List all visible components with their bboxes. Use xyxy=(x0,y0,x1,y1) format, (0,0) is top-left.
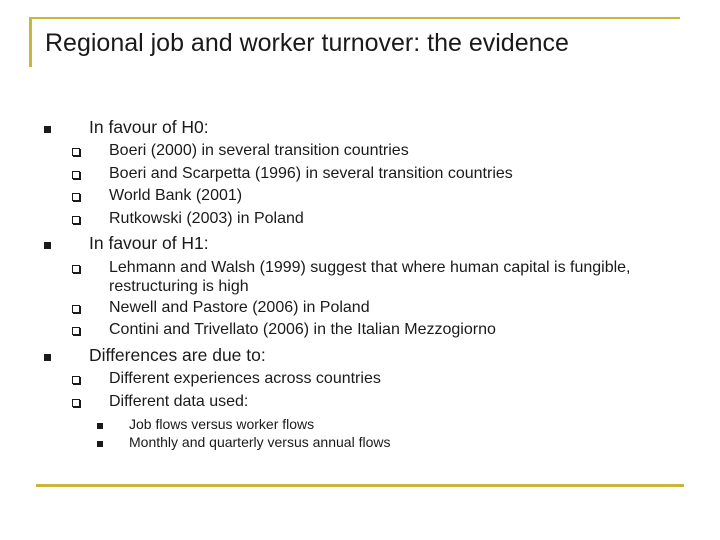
diff-subitem-1: Job flows versus worker flows xyxy=(129,416,315,432)
h1-heading: In favour of H1: xyxy=(89,233,209,253)
hollow-square-bullet-icon xyxy=(72,193,80,201)
diff-item-2: Different data used: xyxy=(109,393,249,410)
title-frame-left-rule xyxy=(29,17,32,67)
slide-title: Regional job and worker turnover: the evidence xyxy=(45,29,569,57)
hollow-square-bullet-icon xyxy=(72,148,80,156)
diff-heading: Differences are due to: xyxy=(89,345,266,365)
square-bullet-icon xyxy=(44,242,51,249)
h0-item-4: Rutkowski (2003) in Poland xyxy=(109,210,304,227)
hollow-square-bullet-icon xyxy=(72,327,80,335)
h0-item-2: Boeri and Scarpetta (1996) in several transition countries xyxy=(109,165,513,182)
square-bullet-icon xyxy=(44,126,51,133)
hollow-square-bullet-icon xyxy=(72,265,80,273)
diff-item-1: Different experiences across countries xyxy=(109,370,381,387)
h1-item-3: Contini and Trivellato (2006) in the Italian Mezzogiorno xyxy=(109,321,496,338)
square-bullet-icon xyxy=(44,354,51,361)
square-bullet-icon xyxy=(97,441,103,447)
h1-item-1: Lehmann and Walsh (1999) suggest that where human capital is fungible, restructuring is high xyxy=(109,259,631,295)
hollow-square-bullet-icon xyxy=(72,399,80,407)
h0-heading: In favour of H0: xyxy=(89,117,209,137)
h0-item-1: Boeri (2000) in several transition countries xyxy=(109,142,409,159)
h1-item-2: Newell and Pastore (2006) in Poland xyxy=(109,299,370,316)
title-frame-top-rule xyxy=(29,17,680,19)
square-bullet-icon xyxy=(97,423,103,429)
hollow-square-bullet-icon xyxy=(72,376,80,384)
diff-subitem-2: Monthly and quarterly versus annual flows xyxy=(129,434,391,450)
footer-rule xyxy=(36,484,684,487)
hollow-square-bullet-icon xyxy=(72,305,80,313)
h0-item-3: World Bank (2001) xyxy=(109,187,243,204)
hollow-square-bullet-icon xyxy=(72,171,80,179)
hollow-square-bullet-icon xyxy=(72,216,80,224)
